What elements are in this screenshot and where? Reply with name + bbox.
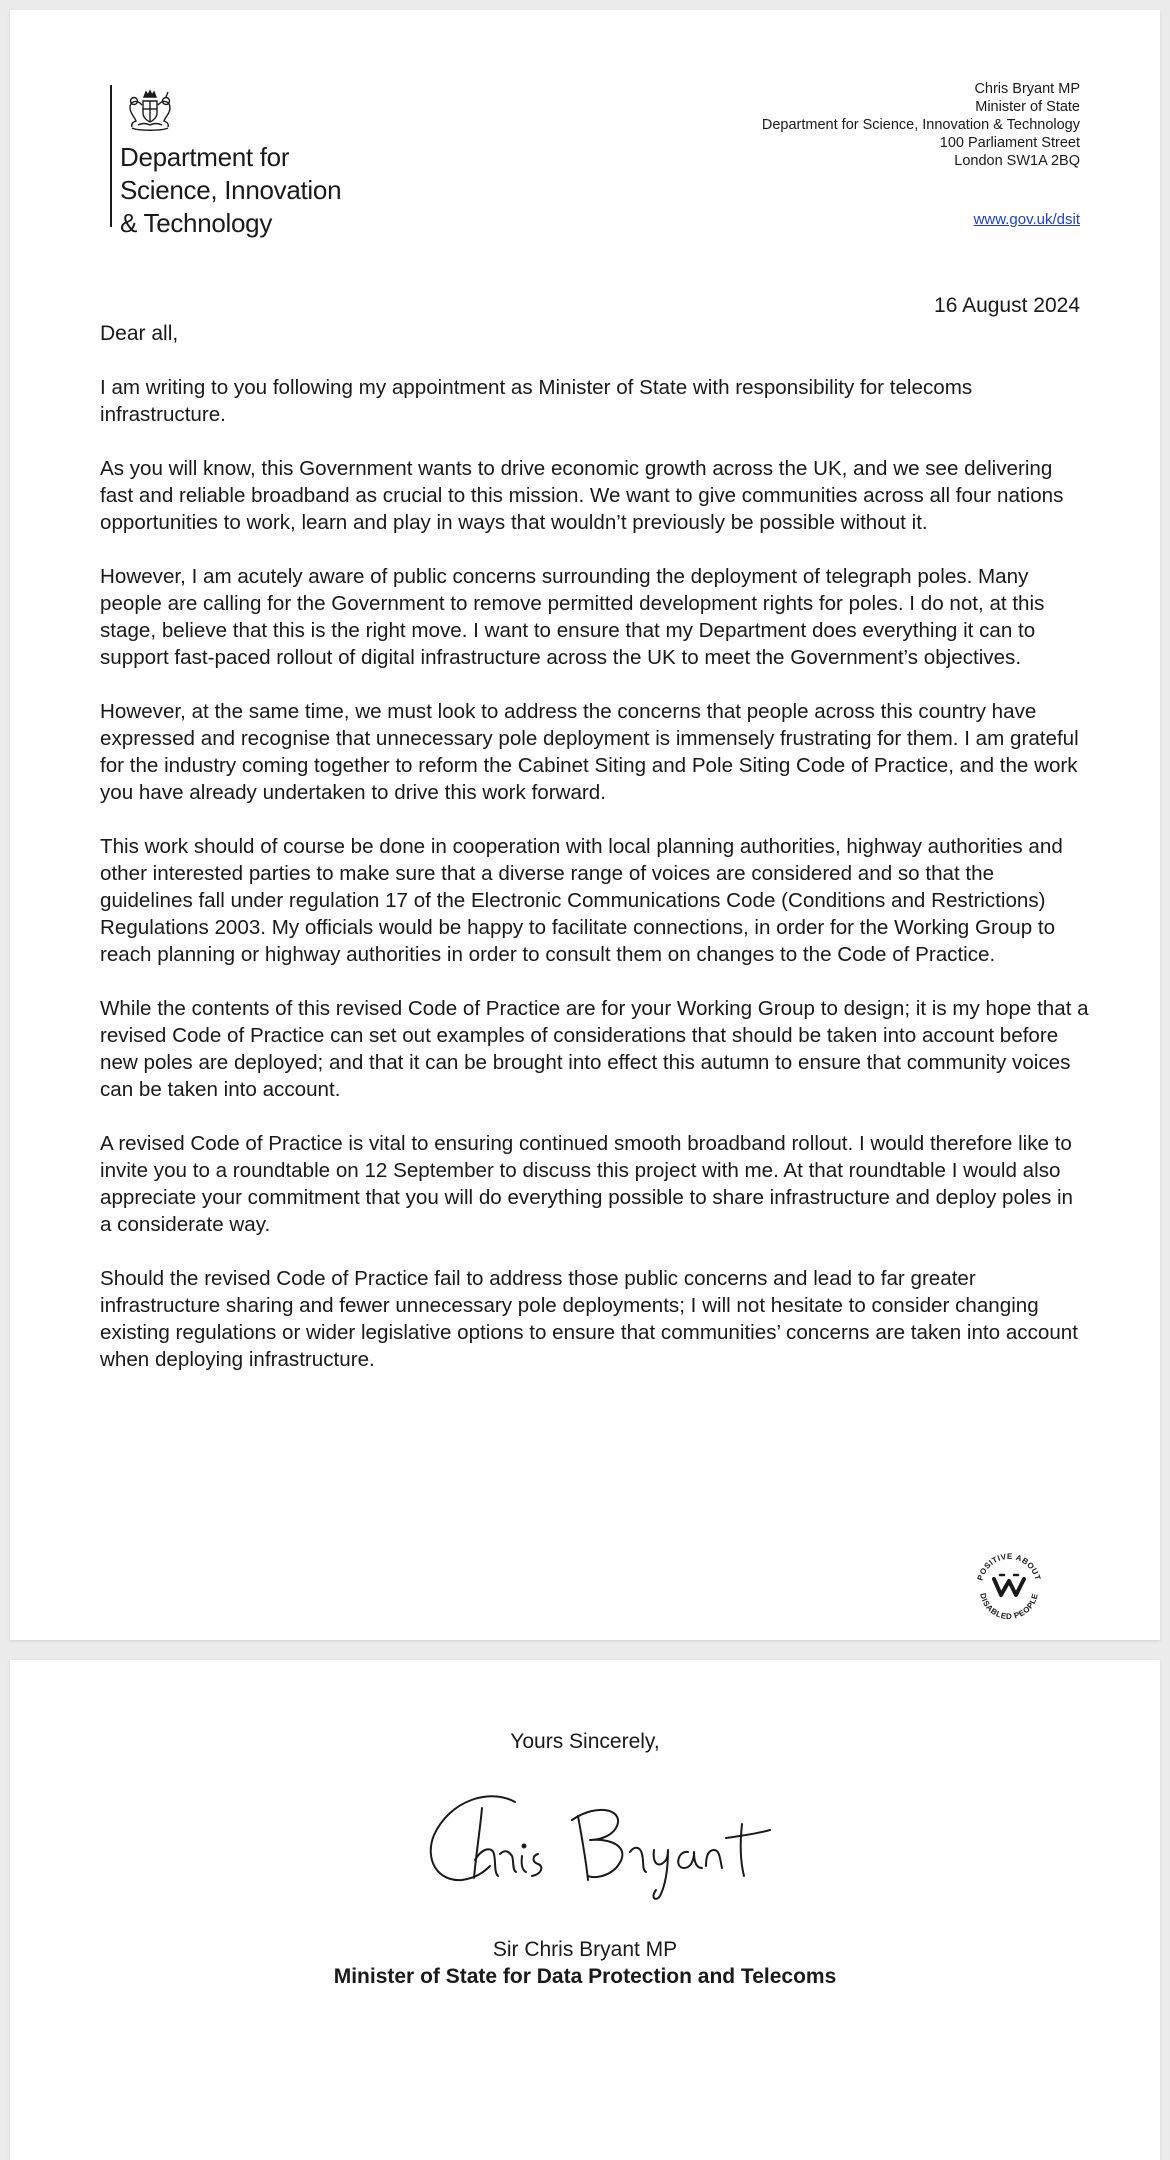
handwritten-signature-icon [420,1780,780,1910]
department-name-line: & Technology [120,208,273,238]
letter-page-2 [10,1660,1160,2160]
salutation: Dear all, [100,322,179,345]
body-paragraph: However, at the same time, we must look to address the concerns that people across this country have expressed and recognise that unnecessary pole deployment is immensely frustrating for them. I am grateful for the industry coming together to reform the Cabinet Siting and Pole Siting Code of Practice, and the work you have already undertaken to drive this work forward. [100,700,1079,804]
positive-about-disabled-people-icon [968,1545,1050,1627]
body-paragraph: This work should of course be done in cooperation with local planning authorities, highway authorities and other interested parties to make sure that a diverse range of voices are considered and so that the guidelines fall under regulation 17 of the Electronic Communications Code (Conditions and Restrictions) Regulations 2003. My officials would be happy to facilitate connections, in order for the Working Group to reach planning or highway authorities in order to consult them on changes to the Code of Practice. [100,835,1063,966]
body-paragraph: As you will know, this Government wants to drive economic growth across the UK, and we see delivering fast and reliable broadband as crucial to this mission. We want to give communities across all four nations opportunities to work, learn and play in ways that wouldn’t previously be possible without it. [100,457,1064,534]
svg-text:POSITIVE ABOUT: POSITIVE ABOUT [975,1551,1043,1582]
sender-address [762,80,1080,170]
sender-department: Department for Science, Innovation & Technology [761,117,1080,133]
letter-body [100,374,1090,1400]
letter-date: 16 August 2024 [934,294,1080,317]
sender-role: Minister of State [975,99,1080,115]
body-paragraph: A revised Code of Practice is vital to ensuring continued smooth broadband rollout. I would therefore like to invite you to a roundtable on 12 September to discuss this project with me. At that roundtable I would also appreciate your commitment that you will do everything possible to share infrastructure and deploy poles in a considerate way. [100,1132,1073,1236]
sign-off: Yours Sincerely, [510,1730,660,1753]
body-paragraph: However, I am acutely aware of public concerns surrounding the deployment of telegraph poles. Many people are calling for the Government to remove permitted development rights for poles. I do not, at this stage, believe that this is the right move. I want to ensure that my Department does everything it can to support fast-paced rollout of digital infrastructure across the UK to meet the Government’s objectives. [100,565,1045,669]
sender-street: 100 Parliament Street [939,135,1080,151]
body-paragraph: While the contents of this revised Code of Practice are for your Working Group to design; it is my hope that a revised Code of Practice can set out examples of considerations that should be taken into account before new poles are deployed; and that it can be brought into effect this autumn to ensure that community voices can be taken into account. [100,997,1089,1101]
logo-divider [110,85,112,227]
department-name [120,141,341,240]
letter-page-1 [10,10,1160,1640]
sender-name: Chris Bryant MP [974,81,1080,97]
svg-text:DISABLED PEOPLE: DISABLED PEOPLE [978,1592,1040,1622]
department-website-link[interactable]: www.gov.uk/dsit [973,211,1080,228]
body-paragraph: I am writing to you following my appointment as Minister of State with responsibility for telecoms infrastructure. [100,376,973,426]
department-name-line: Department for [120,142,290,172]
sender-city-postcode: London SW1A 2BQ [954,153,1080,169]
department-logo [110,85,400,245]
signer-name: Sir Chris Bryant MP [492,1938,678,1961]
royal-coat-of-arms-icon [124,87,176,133]
signer-title: Minister of State for Data Protection and Telecoms [333,1965,837,1988]
body-paragraph: Should the revised Code of Practice fail to address those public concerns and lead to far greater infrastructure sharing and fewer unnecessary pole deployments; I will not hesitate to consider changing existing regulations or wider legislative options to ensure that communities’ concerns are taken into account when deploying infrastructure. [100,1267,1078,1371]
department-name-line: Science, Innovation [120,175,342,205]
